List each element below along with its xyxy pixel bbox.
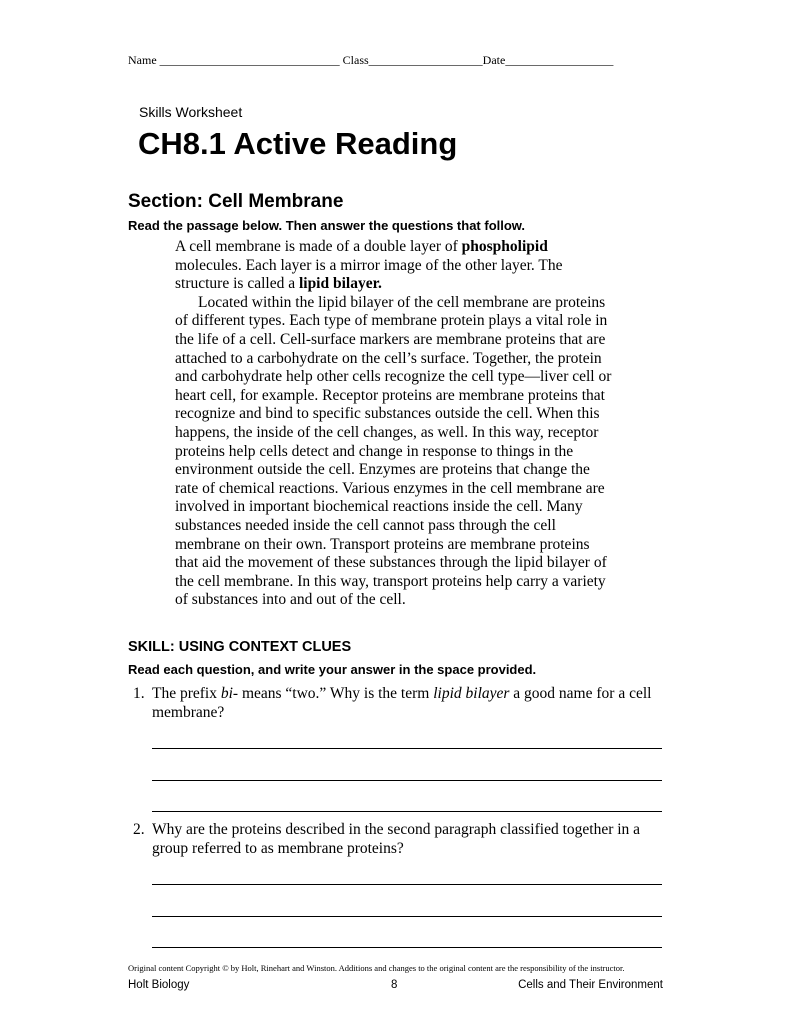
question-number: 1. — [133, 685, 145, 702]
question-instruction: Read each question, and write your answer in the space provided. — [128, 662, 537, 677]
name-field[interactable]: ______________________________ — [159, 53, 340, 67]
date-label: Date — [482, 53, 506, 67]
question-number: 2. — [133, 821, 145, 838]
term-lipid-bilayer: lipid bilayer. — [298, 275, 382, 293]
passage-paragraph-1: A cell membrane is made of a double layer of phospholipid molecules. Each layer is a mirror image of the other layer. The structure is called a lipid bilayer. — [175, 238, 563, 293]
passage-instruction: Read the passage below. Then answer the questions that follow. — [128, 218, 526, 233]
date-field[interactable]: __________________ — [505, 53, 614, 67]
term-phospholipid: phospholipid — [461, 238, 548, 255]
answer-line[interactable] — [152, 780, 662, 781]
copyright-notice: Original content Copyright © by Holt, Rinehart and Winston. Additions and changes to the original content are the responsibility of the instructor. — [128, 963, 625, 973]
worksheet-label: Skills Worksheet — [139, 104, 243, 120]
question-1 — [133, 684, 668, 722]
page-title: CH8.1 Active Reading — [138, 126, 458, 161]
footer-chapter-title: Cells and Their Environment — [518, 979, 663, 991]
answer-line[interactable] — [152, 811, 662, 812]
answer-line[interactable] — [152, 748, 662, 749]
header-fields — [128, 53, 613, 68]
footer-book-title: Holt Biology — [128, 979, 190, 991]
question-text: Why are the proteins described in the second paragraph classified together in a group referred to as membrane proteins? — [152, 821, 641, 857]
passage-paragraph-2: Located within the lipid bilayer of the cell membrane are proteins of different types. Each type of membrane protein plays a vital role in the life of a cell. Cell-surface markers are membrane proteins that are attached to a carbohydrate on the cell’s surface. Together, the protein and carbohydrate help other cells recognize the cell type—liver cell or heart cell, for example. Receptor proteins are membrane proteins that recognize and bind to specific substances outside the cell. When this happens, the inside of the cell changes, as well. In this way, receptor proteins help cells detect and change in response to things in the environment outside the cell. Enzymes are proteins that change the rate of chemical reactions. Various enzymes in the cell membrane are involved in important biochemical reactions inside the cell. Many substances needed inside the cell cannot pass through the cell membrane on their own. Transport proteins are membrane proteins that aid the movement of these substances through the lipid bilayer of the cell membrane. In this way, transport proteins help carry a variety of substances into and out of the cell. — [175, 293, 612, 609]
page-number: 8 — [391, 979, 398, 991]
question-text: The prefix bi- means “two.” Why is the term lipid bilayer a good name for a cell membrane? — [152, 685, 652, 721]
question-2 — [133, 820, 668, 858]
skill-title: SKILL: USING CONTEXT CLUES — [128, 639, 352, 655]
answer-line[interactable] — [152, 884, 662, 885]
answer-line[interactable] — [152, 916, 662, 917]
class-field[interactable]: ___________________ — [368, 53, 483, 67]
reading-passage — [175, 238, 615, 610]
section-title: Section: Cell Membrane — [128, 191, 344, 212]
class-label: Class — [342, 53, 369, 67]
answer-line[interactable] — [152, 947, 662, 948]
name-label: Name — [128, 53, 157, 67]
